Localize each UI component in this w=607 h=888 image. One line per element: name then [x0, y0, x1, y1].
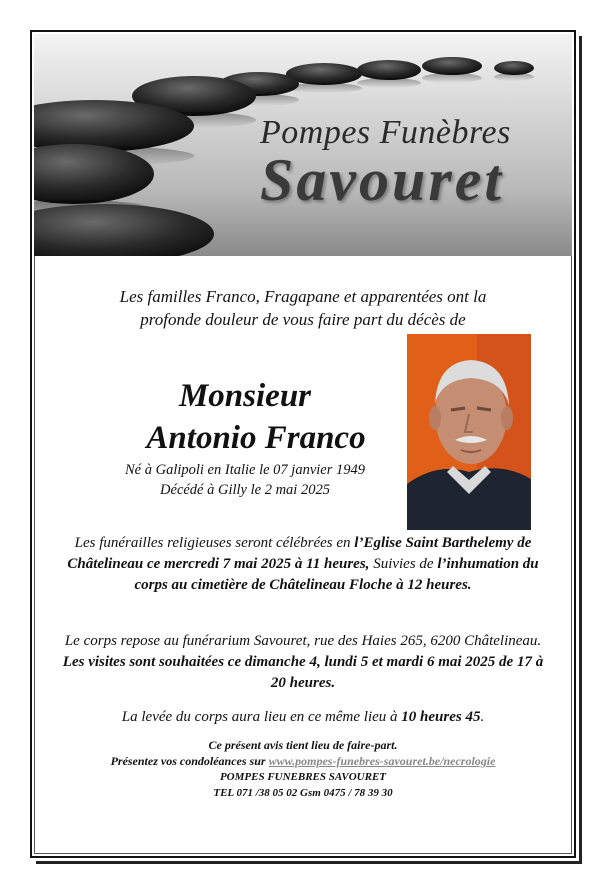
funeral-text-d: l’inhumation du corps au cimetière de Châtelineau Floche à 12 heures. [134, 556, 539, 593]
intro-line1: Les familles Franco, Fragapane et apparentées ont la [119, 287, 487, 306]
footer-notice: Ce présent avis tient lieu de faire-part. [208, 738, 398, 752]
visits-text-a: Le corps repose au funérarium Savouret, rue des Haies 265, 6200 Châtelineau. [64, 633, 542, 649]
levee-time: 10 heures 45 [401, 709, 481, 725]
funeral-paragraph [60, 533, 546, 596]
portrait-image [407, 334, 531, 530]
funeral-text-c: Suivies de [373, 556, 438, 572]
birth-line: Né à Galipoli en Italie le 07 janvier 1949 [124, 462, 365, 478]
condolences-label: Présentez vos condoléances sur [110, 754, 269, 768]
birth-death-info [90, 460, 400, 500]
levee-paragraph [60, 707, 546, 728]
visits-paragraph [60, 631, 546, 694]
condolences-link[interactable]: www.pompes-funebres-savouret.be/necrologie [268, 754, 496, 768]
funeral-text-a: Les funérailles religieuses seront célébrées en [74, 535, 355, 551]
levee-text-c: . [480, 709, 485, 725]
levee-text-a: La levée du corps aura lieu en ce même lieu à [121, 709, 402, 725]
intro-line2: profonde douleur de vous faire part du décès de [140, 310, 466, 329]
intro-text [60, 285, 546, 331]
brand-name-line1: Pompes Funèbres [260, 114, 511, 151]
footer [60, 737, 546, 801]
funeral-text-b: l’Eglise Saint Barthelemy de Châtelineau ce mercredi 7 mai 2025 à 11 heures, [67, 535, 532, 572]
footer-company: POMPES FUNEBRES SAVOURET [219, 771, 387, 783]
brand-name-line2: Savouret [260, 147, 505, 213]
footer-condolences [60, 753, 546, 769]
deceased-title: Monsieur [178, 378, 312, 414]
header-banner [34, 34, 572, 256]
footer-phone: TEL 071 /38 05 02 Gsm 0475 / 78 39 30 [213, 787, 393, 799]
visits-text-b: Les visites sont souhaitées ce dimanche 4, lundi 5 et mardi 6 mai 2025 de 17 à 20 heures. [62, 654, 544, 691]
death-line: Décédé à Gilly le 2 mai 2025 [160, 482, 330, 498]
deceased-name: Antonio Franco [146, 420, 366, 456]
deceased-heading [90, 375, 400, 459]
deceased-photo [407, 334, 531, 530]
